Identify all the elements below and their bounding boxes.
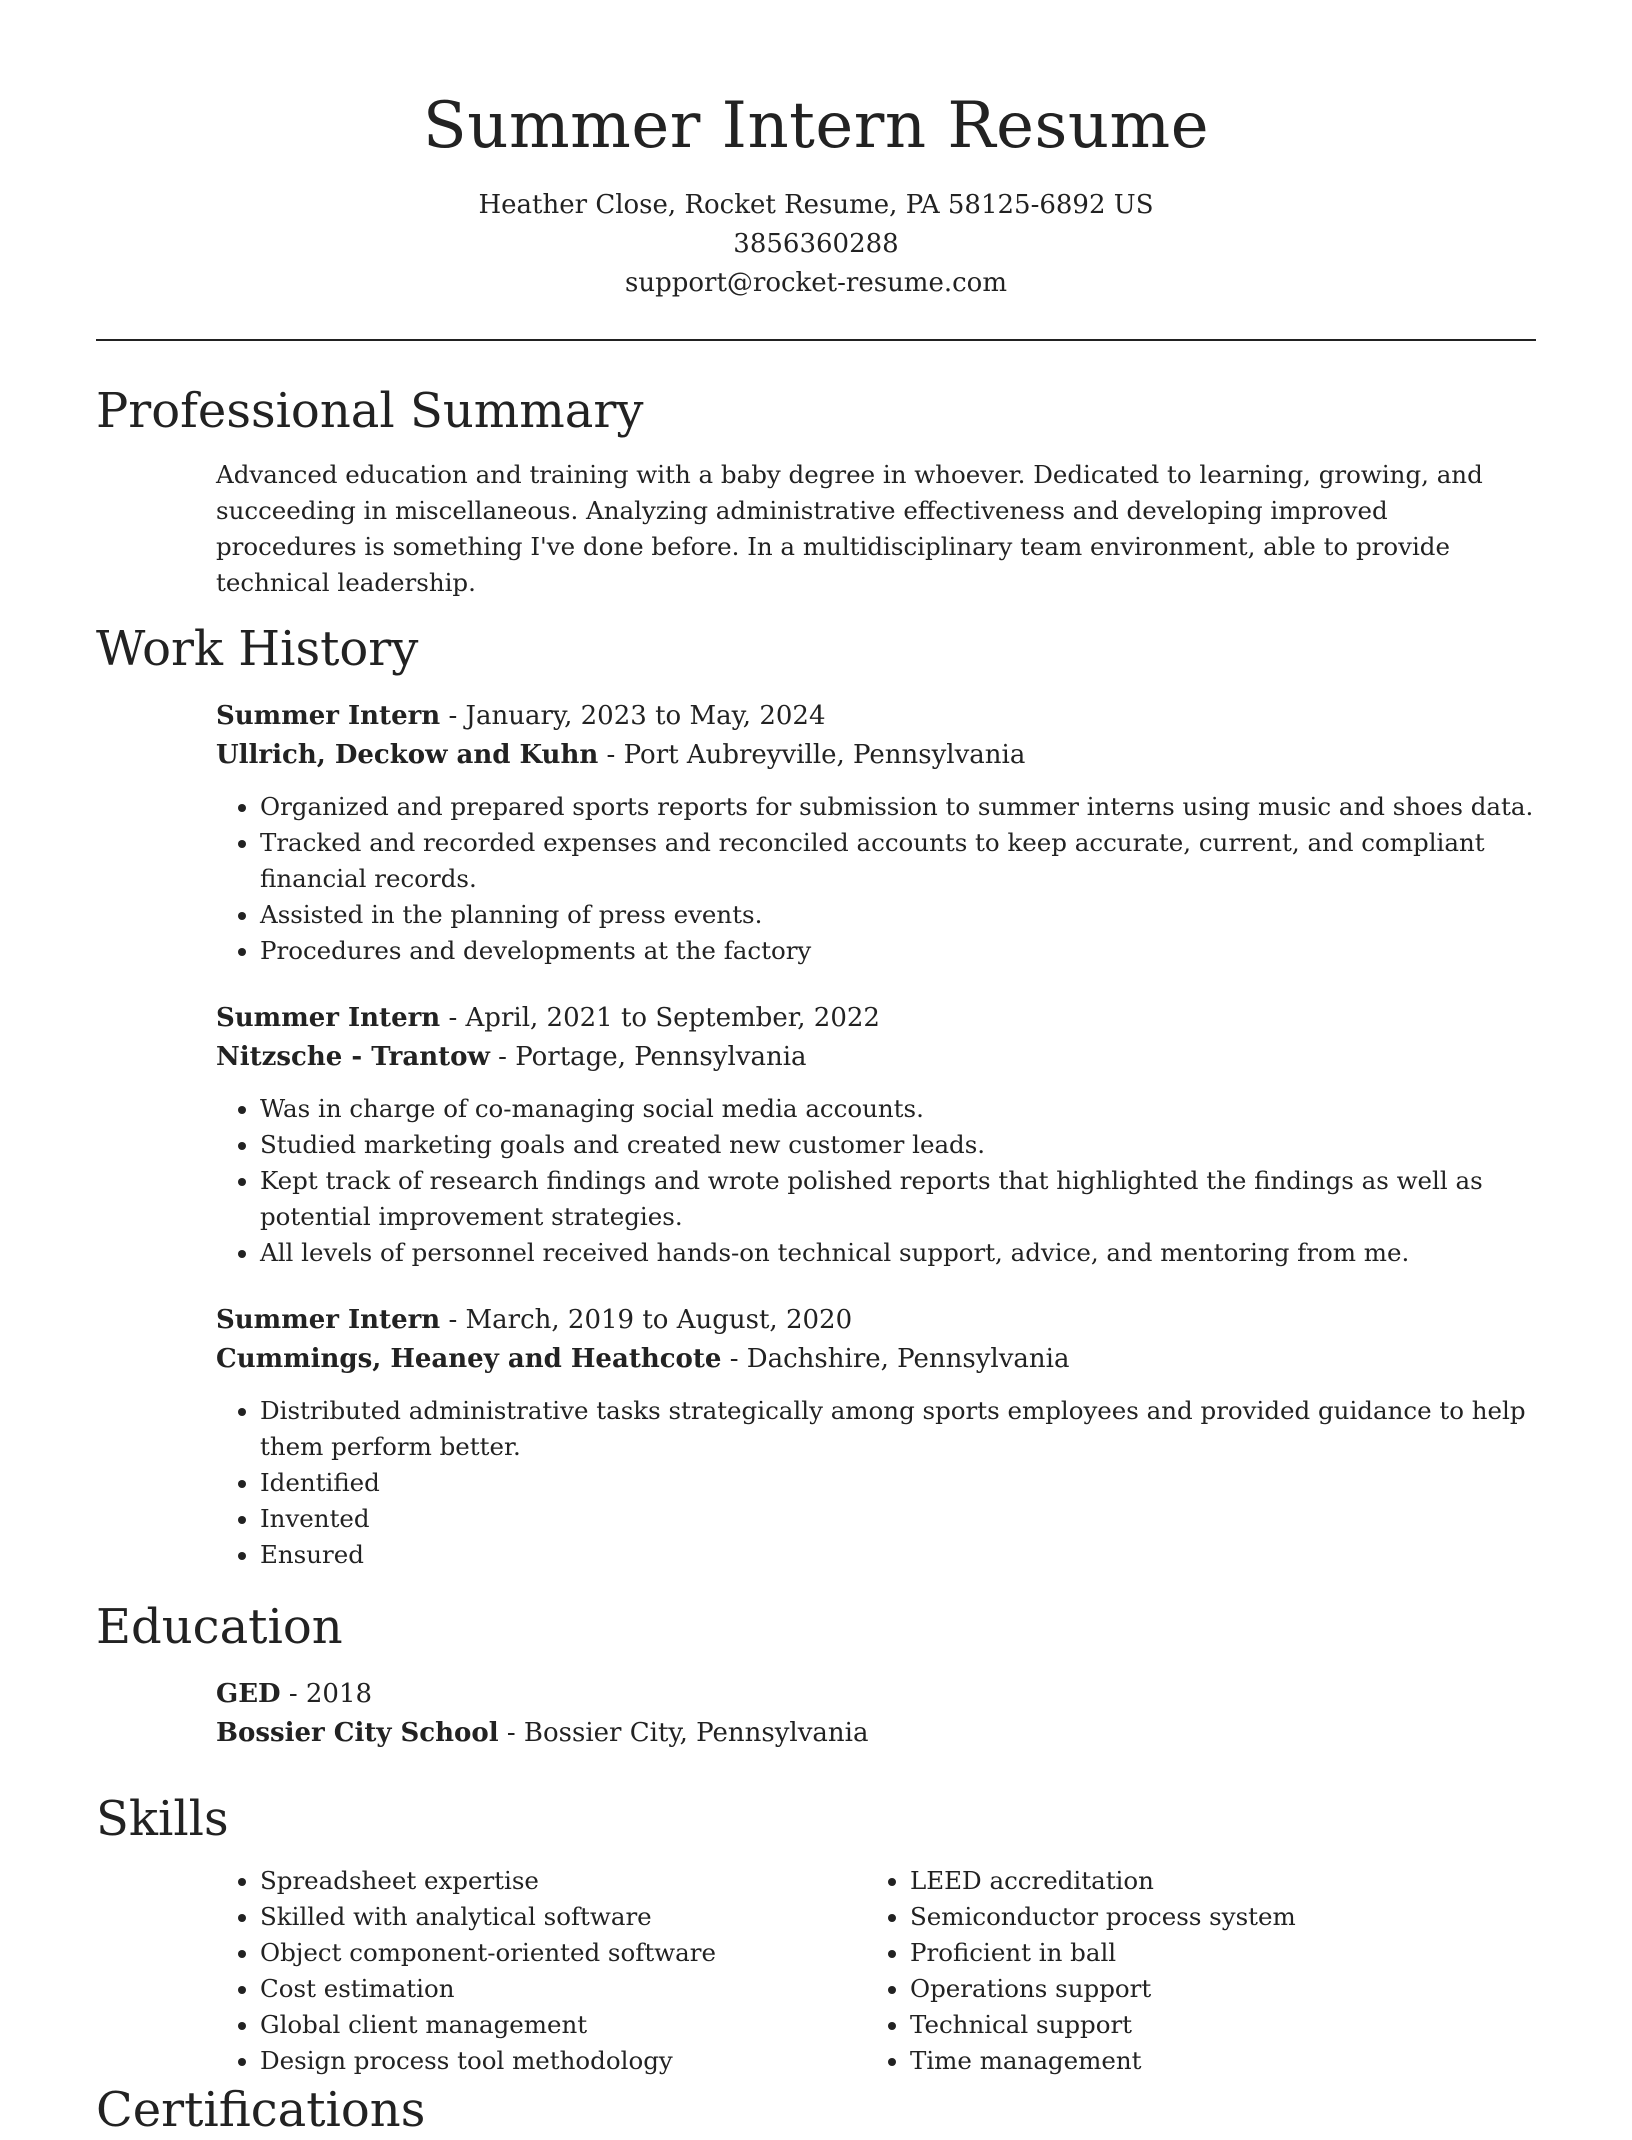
job-entry: [216, 697, 1536, 969]
education-school: Bossier City School: [216, 1718, 499, 1748]
education-section: [96, 1597, 1536, 1753]
skill-item: • Global client management: [260, 2007, 866, 2043]
job-title-line: [216, 1301, 1536, 1340]
job-bullet: • All levels of personnel received hands-on technical support, advice, and mentoring from me.: [260, 1235, 1536, 1271]
job-company-line: [216, 736, 1536, 775]
job-bullets: [216, 1091, 1536, 1271]
work-history-section: [96, 619, 1536, 1573]
skills-columns: [216, 1863, 1536, 2079]
education-heading: Education: [96, 1599, 343, 1655]
summary-text: Advanced education and training with a baby degree in whoever. Dedicated to learning, growing, and succeeding in miscellaneous. Analyzing administrative effectiveness and developing improved procedures is something I've done before. In a multidisciplinary team environment, able to provide technical leadership.: [216, 460, 1483, 597]
resume-page: [96, 0, 1536, 2079]
education-degree-line: [216, 1675, 1536, 1714]
job-title: Summer Intern: [216, 701, 441, 731]
job-title-line: [216, 697, 1536, 736]
skill-item: • LEED accreditation: [910, 1863, 1516, 1899]
job-bullet: • Tracked and recorded expenses and reconciled accounts to keep accurate, current, and compliant financial records.: [260, 825, 1536, 897]
job-title: Summer Intern: [216, 1003, 441, 1033]
job-bullet: • Ensured: [260, 1537, 1536, 1573]
skill-item: • Design process tool methodology: [260, 2043, 866, 2079]
job-entry: [216, 1301, 1536, 1573]
summary-section: [96, 381, 1536, 601]
job-company: Ullrich, Deckow and Kuhn: [216, 740, 599, 770]
job-company: Cummings, Heaney and Heathcote: [216, 1344, 722, 1374]
job-title: Summer Intern: [216, 1305, 441, 1335]
job-bullet: • Procedures and developments at the factory: [260, 933, 1536, 969]
skills-left-column: [216, 1863, 866, 2079]
skill-item: • Time management: [910, 2043, 1516, 2079]
skill-item: • Technical support: [910, 2007, 1516, 2043]
skill-item: • Operations support: [910, 1971, 1516, 2007]
job-bullet: • Identified: [260, 1465, 1536, 1501]
skill-item: • Semiconductor process system: [910, 1899, 1516, 1935]
job-bullets: [216, 1393, 1536, 1573]
job-location: - Portage, Pennsylvania: [489, 1042, 807, 1072]
skill-item: • Proficient in ball: [910, 1935, 1516, 1971]
education-degree: GED: [216, 1679, 281, 1709]
work-history-heading: Work History: [96, 621, 419, 677]
contact-email: support@rocket-resume.com: [624, 268, 1007, 298]
contact-address: Heather Close, Rocket Resume, PA 58125-6892 US: [478, 190, 1154, 220]
skills-heading: Skills: [96, 1791, 229, 1847]
skills-section: [96, 1789, 1536, 2079]
job-dates: - January, 2023 to May, 2024: [440, 701, 826, 731]
job-title-line: [216, 999, 1536, 1038]
job-company: Nitzsche - Trantow: [216, 1042, 490, 1072]
job-entry: [216, 999, 1536, 1271]
skill-item: • Spreadsheet expertise: [260, 1863, 866, 1899]
job-location: - Dachshire, Pennsylvania: [721, 1344, 1070, 1374]
resume-title: Summer Intern Resume: [422, 89, 1210, 163]
contact-block: [96, 186, 1536, 303]
education-year: - 2018: [280, 1679, 373, 1709]
job-dates: - April, 2021 to September, 2022: [440, 1003, 880, 1033]
skill-item: • Cost estimation: [260, 1971, 866, 2007]
job-bullet: • Organized and prepared sports reports for submission to summer interns using music and shoes data.: [260, 789, 1536, 825]
skills-right-column: [866, 1863, 1516, 2079]
header-divider: [96, 339, 1536, 341]
skill-item: • Skilled with analytical software: [260, 1899, 866, 1935]
job-bullet: • Was in charge of co-managing social media accounts.: [260, 1091, 1536, 1127]
job-dates: - March, 2019 to August, 2020: [440, 1305, 853, 1335]
job-location: - Port Aubreyville, Pennsylvania: [598, 740, 1026, 770]
job-bullet: • Kept track of research findings and wrote polished reports that highlighted the findings as well as potential improvement strategies.: [260, 1163, 1536, 1235]
education-location: - Bossier City, Pennsylvania: [498, 1718, 869, 1748]
contact-phone: 3856360288: [733, 229, 899, 259]
job-company-line: [216, 1038, 1536, 1077]
job-bullet: • Assisted in the planning of press events.: [260, 897, 1536, 933]
job-company-line: [216, 1340, 1536, 1379]
summary-heading: Professional Summary: [96, 383, 644, 439]
job-bullet: • Studied marketing goals and created new customer leads.: [260, 1127, 1536, 1163]
job-bullet: • Distributed administrative tasks strategically among sports employees and provided guidance to help them perform better.: [260, 1393, 1536, 1465]
education-school-line: [216, 1714, 1536, 1753]
job-bullet: • Invented: [260, 1501, 1536, 1537]
certifications-heading: Certifications: [96, 2082, 426, 2138]
skill-item: • Object component-oriented software: [260, 1935, 866, 1971]
job-bullets: [216, 789, 1536, 969]
